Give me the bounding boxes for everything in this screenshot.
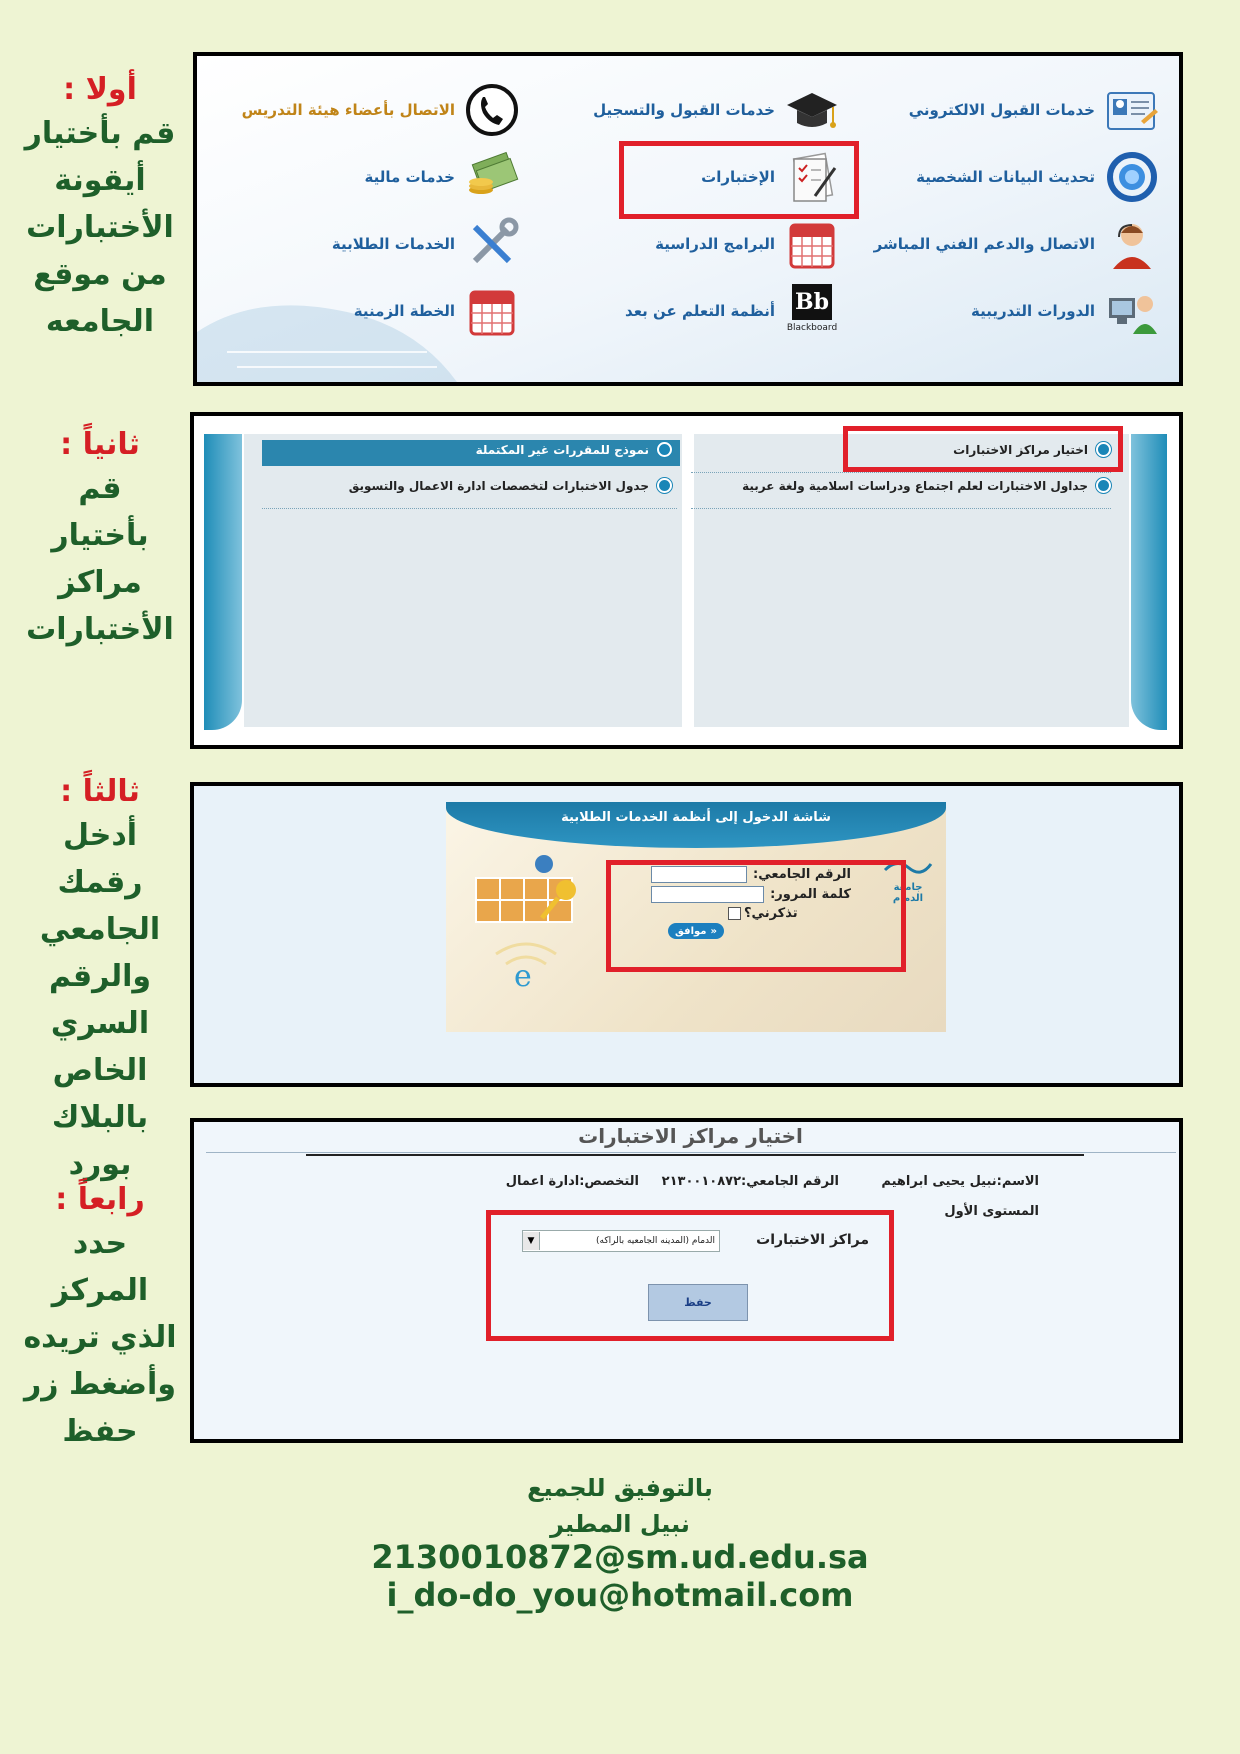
service-label: خدمات القبول الالكتروني <box>908 101 1095 119</box>
divider <box>691 508 1111 509</box>
student-id: الرقم الجامعي:٢١٣٠٠١٠٨٧٢ <box>661 1174 839 1189</box>
service-label: الخدمات الطلابية <box>331 235 455 253</box>
step-2-text: قم بأختيار مراكز الأختبارات <box>26 471 174 647</box>
service-timeline[interactable] <box>219 284 519 338</box>
step-3-label <box>5 772 195 1188</box>
service-live-support[interactable] <box>859 217 1159 271</box>
right-pillar <box>1131 434 1167 730</box>
service-label: الاتصال والدعم الفني المباشر <box>873 235 1095 253</box>
phone-icon <box>465 83 519 137</box>
bullet-icon <box>657 478 672 493</box>
menu-item-incomplete-courses-form[interactable] <box>262 442 672 457</box>
login-title: شاشة الدخول إلى أنظمة الخدمات الطلابية <box>561 810 831 825</box>
step-1-label <box>5 70 195 345</box>
calendar-icon <box>785 217 839 271</box>
service-contact-faculty[interactable] <box>219 83 519 137</box>
menu-item-label: جداول الاختبارات لعلم اجتماع ودراسات اسلامية ولغة عربية <box>742 478 1088 493</box>
menu-item-label: جدول الاختبارات لتخصصات ادارة الاعمال والتسويق <box>348 478 649 493</box>
menu-item-label: نموذج للمقررات غير المكتملة <box>475 442 649 457</box>
footer-wish: بالتوفيق للجميع <box>527 1474 713 1502</box>
step-3-heading: ثالثاً : <box>60 774 140 809</box>
divider <box>262 508 677 509</box>
step-4-label <box>5 1180 195 1455</box>
service-label: الدورات التدريبية <box>970 302 1095 320</box>
step-1-heading: أولا : <box>63 72 137 107</box>
step-2-heading: ثانياً : <box>60 427 140 462</box>
password-label: كلمة المرور: <box>770 887 851 902</box>
dropdown-arrow-icon: ▼ <box>523 1232 540 1250</box>
portal-services-panel <box>193 52 1183 386</box>
blackboard-logo: Bb <box>792 284 832 320</box>
trainee-computer-icon <box>1105 284 1159 338</box>
service-label: أنظمة التعلم عن بعد <box>625 302 775 320</box>
service-training-courses[interactable] <box>859 284 1159 338</box>
title-rule-light <box>206 1152 1176 1153</box>
exam-centers-label: مراكز الاختبارات <box>756 1232 869 1248</box>
footer-author: نبيل المطير <box>550 1510 690 1538</box>
service-student-services[interactable] <box>219 217 519 271</box>
service-label: خدمات القبول والتسجيل <box>593 101 775 119</box>
step-2-label <box>5 425 195 653</box>
service-label: الإختبارات <box>701 168 775 186</box>
service-label: خدمات مالية <box>364 168 455 186</box>
step-4-heading: رابعاً : <box>55 1182 145 1217</box>
calendar-icon <box>465 284 519 338</box>
blackboard-icon <box>785 284 839 338</box>
service-label: الاتصال بأعضاء هيئة التدريس <box>241 101 455 119</box>
university-logo-text: جامعة الدمام <box>892 882 924 904</box>
double-chevron-icon: » <box>710 925 717 937</box>
center-selection-panel <box>190 1118 1183 1443</box>
exams-highlight-box <box>619 141 859 219</box>
exam-center-selected-value: الدمام (المدينه الجامعيه بالراكه) <box>596 1236 715 1246</box>
save-button[interactable]: حفظ <box>648 1284 748 1321</box>
divider <box>691 472 1111 473</box>
profile-card-icon <box>1105 83 1159 137</box>
service-update-personal-data[interactable] <box>859 150 1159 204</box>
student-id-label: الرقم الجامعي: <box>753 867 851 882</box>
service-e-admission[interactable] <box>859 83 1159 137</box>
login-highlight-box <box>606 860 906 972</box>
exam-centers-highlight-box <box>843 426 1123 472</box>
bullet-icon <box>1096 478 1111 493</box>
graduation-cap-icon <box>785 83 839 137</box>
student-level: المستوى الأول <box>944 1204 1039 1219</box>
svg-text:e: e <box>514 959 532 994</box>
money-icon <box>465 150 519 204</box>
menu-item-exam-schedule-business[interactable] <box>262 478 672 493</box>
menu-item-label: اختيار مراكز الاختبارات <box>953 442 1088 457</box>
tools-icon <box>465 217 519 271</box>
left-pillar <box>204 434 242 730</box>
service-financial[interactable] <box>219 150 519 204</box>
title-underline <box>306 1154 1084 1156</box>
footer-email-hotmail[interactable]: i_do-do_you@hotmail.com <box>386 1576 854 1614</box>
menu-item-exam-schedule-sociology[interactable] <box>742 478 1111 493</box>
refresh-globe-icon <box>1105 150 1159 204</box>
submit-label: موافق <box>675 925 707 937</box>
student-major: التخصص:ادارة اعمال <box>505 1174 639 1189</box>
step-4-text: حدد المركز الذي تريده وأضغط زر حفظ <box>23 1226 177 1449</box>
support-agent-icon <box>1105 217 1159 271</box>
service-label: تحديث البيانات الشخصية <box>916 168 1095 186</box>
service-label: الخطة الزمنية <box>353 302 455 320</box>
blackboard-caption: Blackboard <box>786 323 838 333</box>
remember-label: تذكرني؟ <box>744 906 798 921</box>
login-header <box>446 802 946 848</box>
student-name: الاسم:نبيل يحيى ابراهيم <box>881 1174 1039 1189</box>
service-distance-learning[interactable] <box>539 284 839 338</box>
service-label: البرامج الدراسية <box>655 235 775 253</box>
service-study-programs[interactable] <box>539 217 839 271</box>
exam-menu-panel <box>190 412 1183 749</box>
footer-email-university[interactable]: 2130010872@sm.ud.edu.sa <box>371 1538 869 1576</box>
bullet-icon <box>657 442 672 457</box>
login-panel <box>190 782 1183 1087</box>
center-form-title: اختيار مراكز الاختبارات <box>578 1124 803 1148</box>
service-admission-registration[interactable] <box>539 83 839 137</box>
center-selection-highlight-box <box>486 1210 894 1341</box>
step-1-text: قم بأختيار أيقونة الأختبارات من موقع الجامعه <box>24 116 176 339</box>
keys-grid-illustration <box>466 846 586 996</box>
step-3-text: أدخل رقمك الجامعي والرقم السري الخاص بالبلاك بورد <box>39 818 161 1182</box>
